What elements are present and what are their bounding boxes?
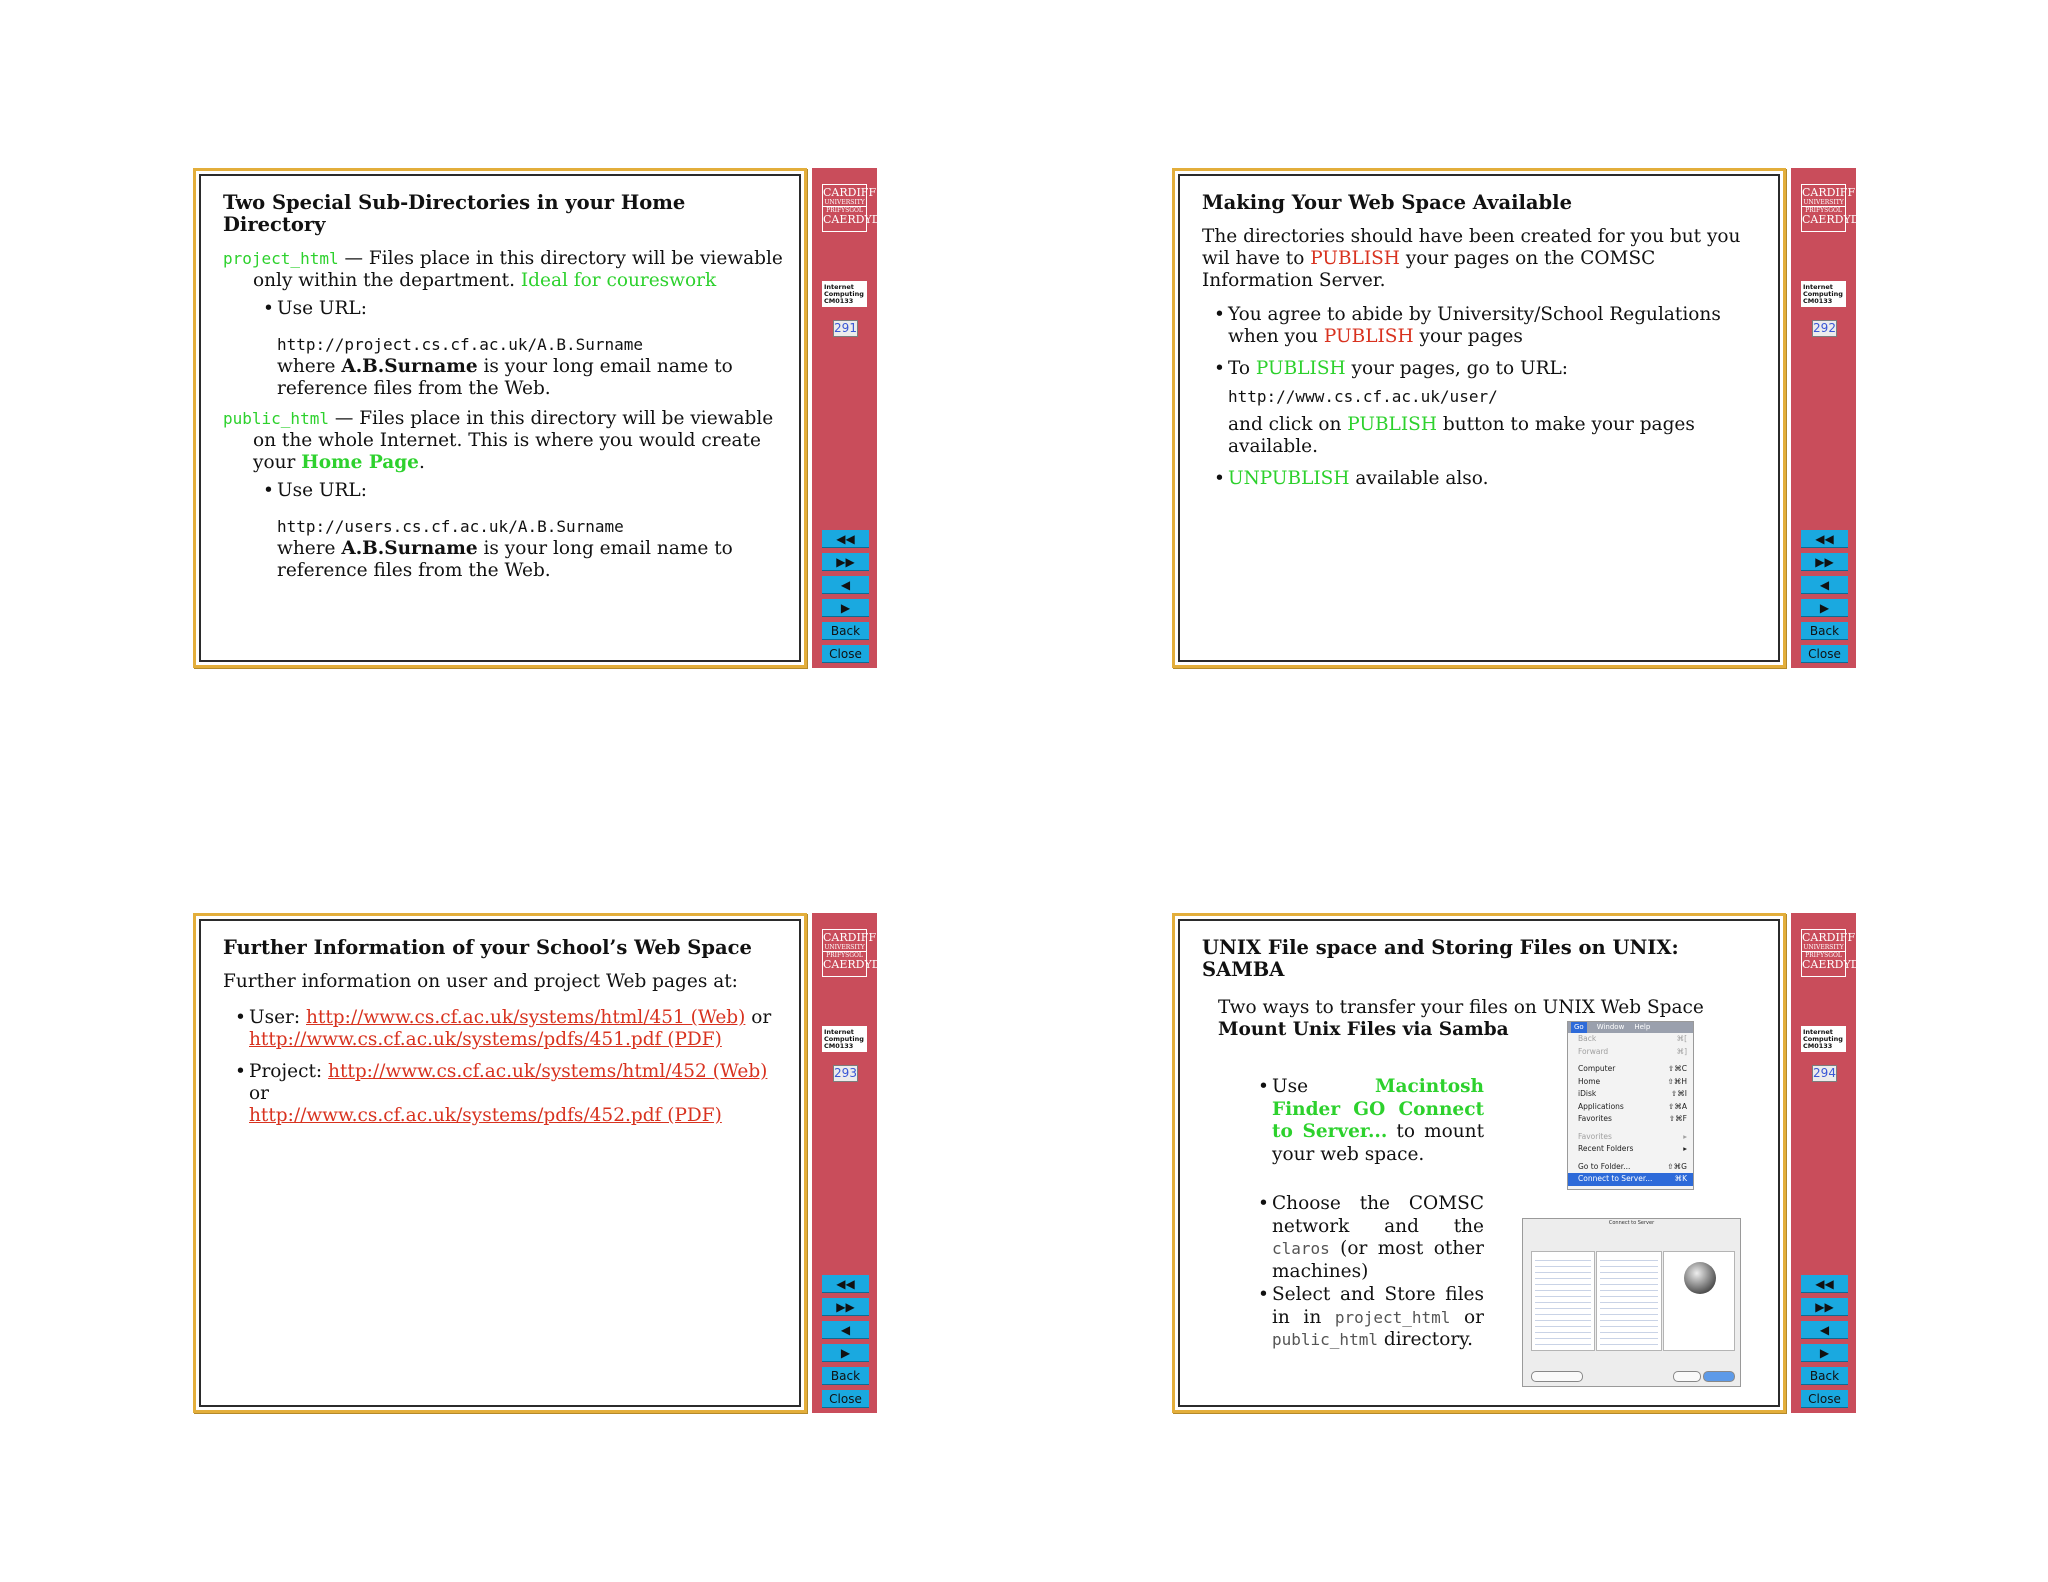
menu-item-forward[interactable]: Forward ⌘] bbox=[1578, 1046, 1687, 1056]
close-button[interactable]: Close bbox=[822, 1390, 869, 1408]
menu-item-recent-folders[interactable]: Recent Folders ▸ bbox=[1578, 1144, 1687, 1153]
first-page-button[interactable]: ◀◀ bbox=[1801, 1275, 1848, 1293]
finder-go-menu bbox=[1567, 1021, 1694, 1190]
slide-frame bbox=[1172, 913, 1786, 1413]
cardiff-logo: CARDIFF UNIVERSITY PRIFYSGOL CAERDYDD bbox=[1801, 184, 1846, 232]
public-where-text: where A.B.Surname is your long email name to reference files from the Web. bbox=[277, 538, 733, 581]
use-url-bullet: • Use URL: bbox=[263, 298, 783, 320]
previous-page-button[interactable]: ◀ bbox=[1801, 576, 1848, 594]
server-list-column-1[interactable] bbox=[1531, 1251, 1595, 1351]
ideal-for-coursework: Ideal for coureswork bbox=[520, 270, 717, 291]
go-menu[interactable]: Go bbox=[1571, 1022, 1587, 1033]
slide-sidebar bbox=[812, 168, 890, 668]
close-button[interactable]: Close bbox=[1801, 645, 1848, 663]
intro-text: Two ways to transfer your files on UNIX Web Space bbox=[1218, 997, 1704, 1018]
intro-paragraph: Further information on user and project Web pages at: bbox=[223, 971, 738, 992]
last-page-button[interactable]: ▶▶ bbox=[1801, 1298, 1848, 1316]
page-number[interactable]: 292 bbox=[1813, 321, 1836, 335]
server-preview-column bbox=[1663, 1251, 1735, 1351]
slide-content bbox=[1202, 937, 1762, 993]
slide-frame bbox=[193, 168, 807, 668]
slide-body bbox=[1178, 174, 1780, 662]
slide-title: UNIX File space and Storing Files on UNIX: SAMBA bbox=[1202, 936, 1679, 981]
slide-frame bbox=[1172, 168, 1786, 668]
intro-paragraph: The directories should have been created for you but you wil have to PUBLISH your pages on the COMSC Information Server. bbox=[1202, 226, 1741, 291]
public-html-paragraph: public_html — Files place in this directory will be viewable on the whole Internet. This is where you would create your Home Page. bbox=[223, 408, 774, 473]
menu-item-applications[interactable]: Applications ⇧⌘A bbox=[1578, 1101, 1687, 1111]
menu-item-computer[interactable]: Computer ⇧⌘C bbox=[1578, 1064, 1687, 1073]
window-menu[interactable]: Window bbox=[1596, 1023, 1625, 1031]
network-bullet: • Choose the COMSC network and the claros (or most other machines) bbox=[1258, 1193, 1484, 1283]
next-page-button[interactable]: ▶ bbox=[1801, 1344, 1848, 1362]
cardiff-logo: CARDIFF UNIVERSITY PRIFYSGOL CAERDYDD bbox=[822, 929, 867, 977]
project-html-text: — Files place in this directory will be viewable only within the department. bbox=[253, 248, 783, 291]
close-button[interactable]: Close bbox=[1801, 1390, 1848, 1408]
publish-url[interactable]: http://www.cs.cf.ac.uk/user/ bbox=[1228, 387, 1498, 406]
connect-button[interactable] bbox=[1703, 1371, 1735, 1382]
project-web-link[interactable]: http://www.cs.cf.ac.uk/systems/html/452 (Web) bbox=[328, 1061, 768, 1082]
menu-item-favorites[interactable]: Favorites ⇧⌘F bbox=[1578, 1114, 1687, 1123]
samba-subhead: Mount Unix Files via Samba bbox=[1218, 1019, 1509, 1040]
use-url-bullet: • Use URL: bbox=[263, 480, 783, 502]
course-label: Internet Computing CM0133 bbox=[822, 281, 867, 307]
connect-to-server-dialog bbox=[1522, 1218, 1741, 1387]
slide-title: Two Special Sub-Directories in your Home Directory bbox=[223, 191, 686, 236]
project-where-text: where A.B.Surname is your long email name to reference files from the Web. bbox=[277, 356, 733, 399]
project-pdf-link[interactable]: http://www.cs.cf.ac.uk/systems/pdfs/452.pdf (PDF) bbox=[249, 1105, 722, 1126]
menu-item-back[interactable]: Back ⌘[ bbox=[1578, 1034, 1687, 1043]
server-list-column-2[interactable] bbox=[1596, 1251, 1662, 1351]
slide-title: Making Your Web Space Available bbox=[1202, 191, 1572, 214]
public-url-block bbox=[277, 516, 783, 582]
home-page-highlight: Home Page bbox=[301, 452, 419, 473]
project-url-block bbox=[277, 334, 783, 400]
menu-bar bbox=[1568, 1022, 1693, 1033]
regulations-bullet: • You agree to abide by University/School Regulations when you PUBLISH your pages bbox=[1214, 304, 1762, 348]
first-page-button[interactable]: ◀◀ bbox=[822, 1275, 869, 1293]
cardiff-logo: CARDIFF UNIVERSITY PRIFYSGOL CAERDYDD bbox=[1801, 929, 1846, 977]
store-bullet: • Select and Store files in in project_html or public_html directory. bbox=[1258, 1284, 1484, 1352]
user-pdf-link[interactable]: http://www.cs.cf.ac.uk/systems/pdfs/451.pdf (PDF) bbox=[249, 1029, 722, 1050]
bullet-list bbox=[1214, 304, 1762, 490]
finder-bullet: • Use Macintosh Finder GO Connect to Server... to mount your web space. bbox=[1258, 1076, 1484, 1166]
slide-291 bbox=[193, 168, 890, 668]
next-page-button[interactable]: ▶ bbox=[822, 599, 869, 617]
slide-292 bbox=[1172, 168, 1869, 668]
back-button[interactable]: Back bbox=[1801, 1367, 1848, 1385]
add-to-favorites-button[interactable] bbox=[1531, 1371, 1583, 1382]
slide-content bbox=[223, 937, 783, 1133]
first-page-button[interactable]: ◀◀ bbox=[822, 530, 869, 548]
course-label: Internet Computing CM0133 bbox=[1801, 281, 1846, 307]
publish-bullet: • To PUBLISH your pages, go to URL: http://www.cs.cf.ac.uk/user/ and click on PUBLISH button to make your pages available. bbox=[1214, 358, 1762, 458]
slide-frame bbox=[193, 913, 807, 1413]
user-web-link[interactable]: http://www.cs.cf.ac.uk/systems/html/451 (Web) bbox=[306, 1007, 746, 1028]
project-html-paragraph bbox=[223, 248, 783, 292]
help-menu[interactable]: Help bbox=[1634, 1023, 1651, 1031]
page-number[interactable]: 293 bbox=[834, 1066, 857, 1080]
slide-body bbox=[199, 919, 801, 1407]
page-number[interactable]: 294 bbox=[1813, 1066, 1836, 1080]
menu-item-connect-to-server[interactable]: Connect to Server... ⌘K bbox=[1568, 1173, 1693, 1186]
close-button[interactable]: Close bbox=[822, 645, 869, 663]
slide-title: Further Information of your School’s Web Space bbox=[223, 936, 752, 959]
page-number[interactable]: 291 bbox=[834, 321, 857, 335]
publish-button-ref: PUBLISH bbox=[1347, 414, 1437, 435]
back-button[interactable]: Back bbox=[822, 622, 869, 640]
menu-item-go-to-folder[interactable]: Go to Folder... ⇧⌘G bbox=[1578, 1161, 1687, 1171]
slide-body bbox=[1178, 919, 1780, 1407]
public-html-text: — Files place in this directory will be viewable on the whole Internet. This is where you would create your bbox=[253, 408, 774, 473]
link-list bbox=[235, 1007, 783, 1127]
network-globe-icon bbox=[1684, 1262, 1716, 1294]
back-button[interactable]: Back bbox=[1801, 622, 1848, 640]
slide-294 bbox=[1172, 913, 1869, 1413]
cancel-button[interactable] bbox=[1673, 1371, 1701, 1382]
previous-page-button[interactable]: ◀ bbox=[1801, 1321, 1848, 1339]
next-page-button[interactable]: ▶ bbox=[822, 1344, 869, 1362]
project-url[interactable]: http://project.cs.cf.ac.uk/A.B.Surname bbox=[277, 335, 644, 354]
menu-item-idisk[interactable]: iDisk ⇧⌘I bbox=[1578, 1089, 1687, 1098]
public-html-dir: public_html bbox=[223, 409, 329, 428]
dialog-title: Connect to Server bbox=[1608, 1220, 1655, 1226]
project-html-sub bbox=[263, 298, 783, 400]
slide-sidebar bbox=[812, 913, 890, 1413]
slide-content bbox=[223, 192, 783, 582]
slide-sidebar bbox=[1791, 168, 1869, 668]
public-html-sub bbox=[263, 480, 783, 582]
back-button[interactable]: Back bbox=[822, 1367, 869, 1385]
slide-sidebar bbox=[1791, 913, 1869, 1413]
course-label: Internet Computing CM0133 bbox=[1801, 1026, 1846, 1052]
first-page-button[interactable]: ◀◀ bbox=[1801, 530, 1848, 548]
cardiff-logo: CARDIFF UNIVERSITY PRIFYSGOL CAERDYDD bbox=[822, 184, 867, 232]
last-page-button[interactable]: ▶▶ bbox=[822, 1298, 869, 1316]
course-label: Internet Computing CM0133 bbox=[822, 1026, 867, 1052]
previous-page-button[interactable]: ◀ bbox=[822, 576, 869, 594]
slide-293 bbox=[193, 913, 890, 1413]
user-links-bullet: • User: http://www.cs.cf.ac.uk/systems/html/451 (Web) or http://www.cs.cf.ac.uk/systems/pdfs/451.pdf (PDF) bbox=[235, 1007, 783, 1051]
previous-page-button[interactable]: ◀ bbox=[822, 1321, 869, 1339]
slide-content bbox=[1202, 192, 1762, 496]
last-page-button[interactable]: ▶▶ bbox=[822, 553, 869, 571]
menu-item-favorites-sub[interactable]: Favorites ▸ bbox=[1578, 1131, 1687, 1141]
project-html-dir: project_html bbox=[223, 249, 339, 268]
unpublish-bullet: • UNPUBLISH available also. bbox=[1214, 468, 1762, 490]
last-page-button[interactable]: ▶▶ bbox=[1801, 553, 1848, 571]
menu-item-home[interactable]: Home ⇧⌘H bbox=[1578, 1076, 1687, 1086]
project-links-bullet: • Project: http://www.cs.cf.ac.uk/systems/html/452 (Web) or http://www.cs.cf.ac.uk/systems/pdfs/452.pdf (PDF) bbox=[235, 1061, 783, 1127]
slide-body bbox=[199, 174, 801, 662]
public-url[interactable]: http://users.cs.cf.ac.uk/A.B.Surname bbox=[277, 517, 624, 536]
next-page-button[interactable]: ▶ bbox=[1801, 599, 1848, 617]
